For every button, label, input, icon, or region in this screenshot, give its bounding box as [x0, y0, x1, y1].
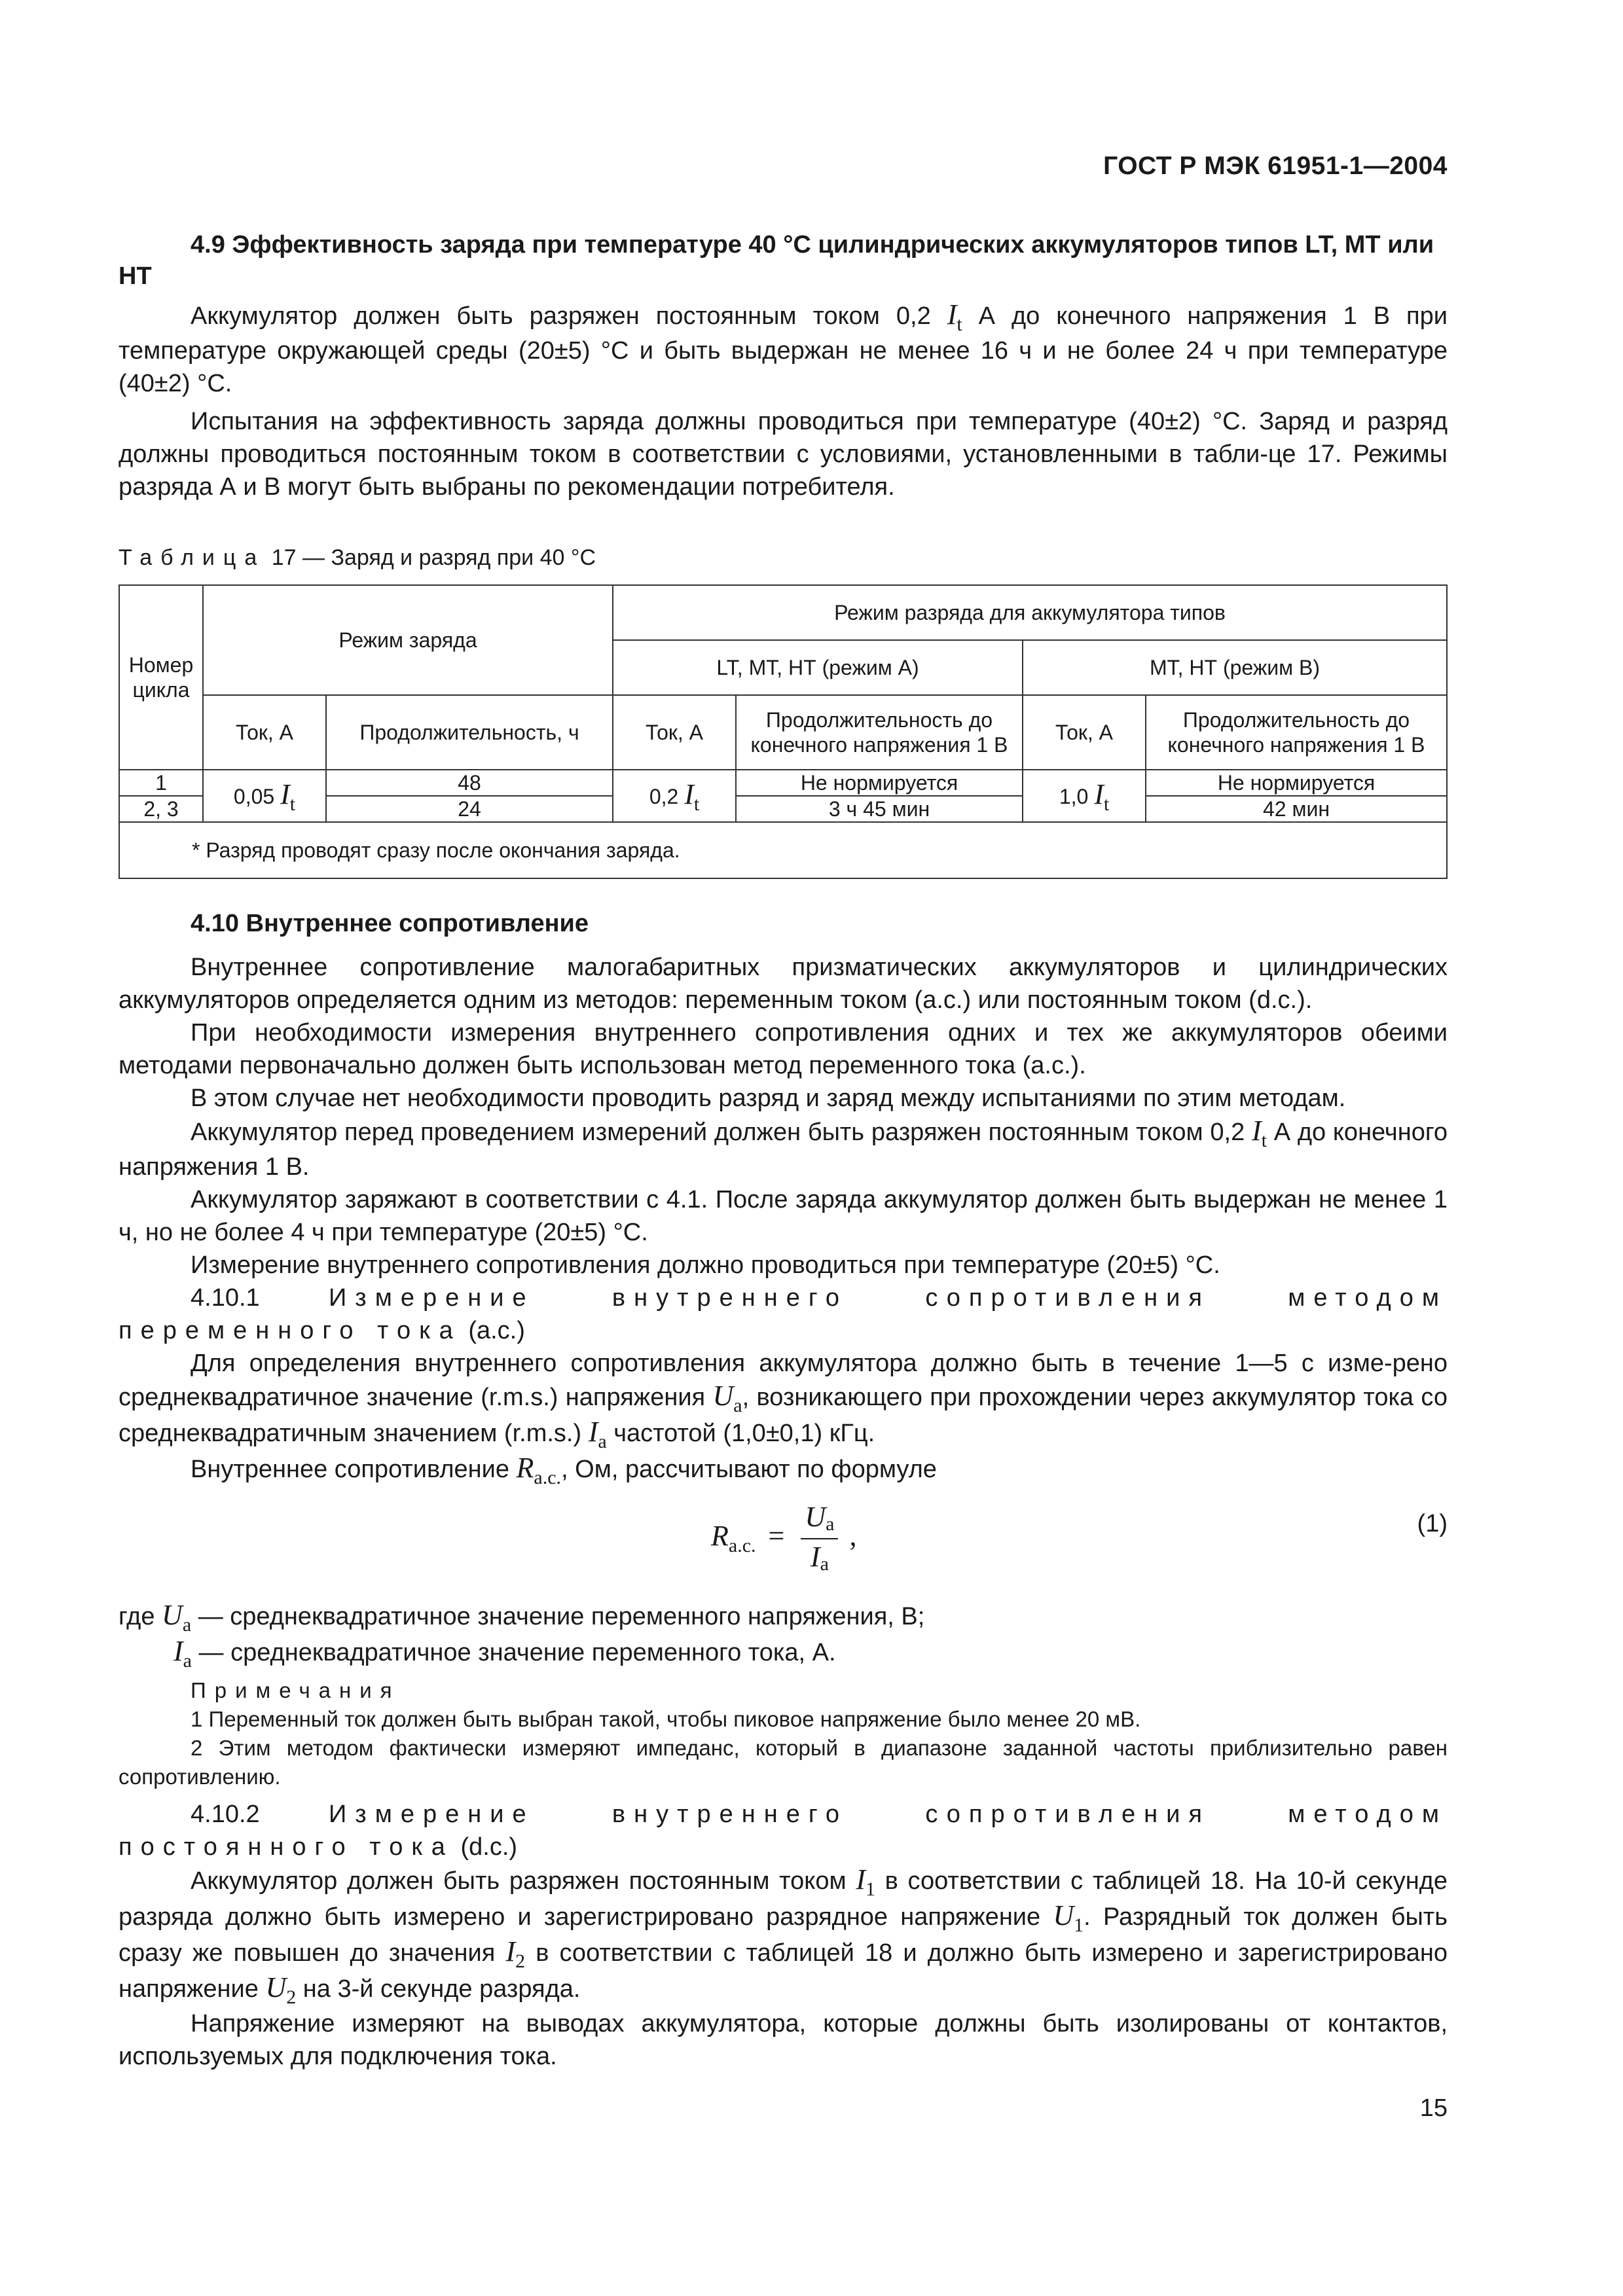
- section-4-10-paragraph-3: В этом случае нет необходимости проводить разряд и заряд между испытаниями по этим методам.: [191, 1085, 1346, 1112]
- document-header: ГОСТ Р МЭК 61951-1—2004: [1103, 152, 1448, 180]
- cell-cycle: 1: [119, 770, 203, 796]
- header-b-duration: Продолжительность до конечного напряжения 1 В: [1146, 695, 1447, 770]
- formula-1: $R_{a.c.}$ = $\frac{Ua}{Ia}$ , (1): [711, 1501, 1448, 1575]
- note-1: 1 Переменный ток должен быть выбран такой, чтобы пиковое напряжение было менее 20 мВ.: [191, 1707, 1141, 1731]
- formula-legend: где $U_a$ — среднеквадратичное значение переменного напряжения, В; $I_a$ — среднеквадратичное значение переменного тока, А.: [119, 1599, 925, 1672]
- note-2: 2 Этим методом фактически измеряют импеданс, который в диапазоне заданной частоты приблизительно равен сопротивлению.: [119, 1736, 1448, 1789]
- header-mode-a: LT, МТ, НТ (режим А): [613, 640, 1023, 695]
- table-17-caption: Таблица 17 — Заряд и разряд при 40 °С: [119, 545, 596, 570]
- cell-charge-duration: 48: [326, 770, 613, 796]
- section-4-10-2-title: 4.10.2 Измерение внутреннего сопротивления методом постоянного тока (d.c.): [119, 1801, 1448, 1861]
- cell-a-current: 0,2 $I_t$: [613, 770, 736, 822]
- section-4-10-1-title: 4.10.1 Измерение внутреннего сопротивления методом переменного тока (а.с.): [119, 1284, 1448, 1344]
- cell-cycle: 2, 3: [119, 796, 203, 822]
- header-discharge-mode: Режим разряда для аккумулятора типов: [613, 585, 1447, 640]
- cell-b-current: 1,0 $I_t$: [1023, 770, 1146, 822]
- header-a-current: Ток, А: [613, 695, 736, 770]
- table-row: [119, 770, 1447, 796]
- notes-title: Примечания: [191, 1678, 401, 1702]
- header-charge-duration: Продолжительность, ч: [326, 695, 613, 770]
- cell-a-duration: 3 ч 45 мин: [736, 796, 1023, 822]
- notes-block: [119, 1676, 1448, 1791]
- header-charge-current: Ток, А: [203, 695, 326, 770]
- page-content: [119, 229, 1448, 2073]
- header-a-duration: Продолжительность до конечного напряжения 1 В: [736, 695, 1023, 770]
- table-17: [119, 584, 1448, 879]
- section-4-10-heading: 4.10 Внутреннее сопротивление: [191, 910, 589, 937]
- section-4-10-2-paragraph-1: Аккумулятор должен быть разряжен постоянным током $I_1$ в соответствии с таблицей 18. На 10-й секунде разряда должно быть измерено и зарегистрировано разрядное напряжение $U_1$. Разрядный ток должен быть сразу же повышен до значения $I_2$ в соответствии с таблицей 18 и должно быть измерено и зарегистрировано напряжение $U_2$ на 3-й секунде разряда.: [119, 1863, 1448, 2008]
- section-4-10-paragraph-4: Аккумулятор перед проведением измерений должен быть разряжен постоянным током 0,2 $I_t$ А до конечного напряжения 1 В.: [119, 1115, 1448, 1181]
- section-4-9-heading: 4.9 Эффективность заряда при температуре 40 °С цилиндрических аккумуляторов типов LT, МТ или НТ: [119, 231, 1434, 290]
- section-4-10-1-paragraph-2: Внутреннее сопротивление $R_{a.c.}$, Ом, рассчитывают по формуле: [191, 1452, 937, 1488]
- section-4-10-paragraph-5: Аккумулятор заряжают в соответствии с 4.1. После заряда аккумулятор должен быть выдержан не менее 1 ч, но не более 4 ч при температуре (20±5) °С.: [119, 1186, 1448, 1246]
- cell-a-duration: Не нормируется: [736, 770, 1023, 796]
- section-4-10-1-paragraph-1: Для определения внутреннего сопротивления аккумулятора должно быть в течение 1—5 с изме-рено среднеквадратичное значение (r.m.s.) напряжения $U_a$, возникающего при прохождении через аккумулятор тока со среднеквадратичным значением (r.m.s.) $I_a$ частотой (1,0±0,1) кГц.: [119, 1350, 1448, 1452]
- formula-number: (1): [1417, 1510, 1448, 1537]
- section-4-10-paragraph-6: Измерение внутреннего сопротивления должно проводиться при температуре (20±5) °С.: [191, 1251, 1220, 1279]
- header-charge-mode: Режим заряда: [203, 585, 613, 695]
- current-symbol: $I_t$: [947, 298, 962, 335]
- cell-charge-duration: 24: [326, 796, 613, 822]
- header-b-current: Ток, А: [1023, 695, 1146, 770]
- section-4-10-2-paragraph-2: Напряжение измеряют на выводах аккумулятора, которые должны быть изолированы от контактов, используемых для подключения тока.: [119, 2010, 1448, 2070]
- cell-b-duration: 42 мин: [1146, 796, 1447, 822]
- section-4-9-paragraph-1: Аккумулятор должен быть разряжен постоянным током 0,2 $I_t$ А до конечного напряжения 1 В при температуре окружающей среды (20±5) °С и быть выдержан не менее 16 ч и не более 24 ч при температуре (40±2) °С.: [119, 298, 1448, 397]
- header-cycle-number: Номер цикла: [119, 585, 203, 770]
- cell-b-duration: Не нормируется: [1146, 770, 1447, 796]
- header-mode-b: МТ, НТ (режим В): [1023, 640, 1447, 695]
- table-footnote: * Разряд проводят сразу после окончания заряда.: [119, 822, 1447, 878]
- cell-charge-current: 0,05 $I_t$: [203, 770, 326, 822]
- section-4-9-paragraph-2: Испытания на эффективность заряда должны проводиться при температуре (40±2) °С. Заряд и разряд должны проводиться постоянным током в соответствии с условиями, установленными в табли-це 17. Режимы разряда А и В могут быть выбраны по рекомендации потребителя.: [119, 408, 1448, 501]
- page-number: 15: [1419, 2094, 1448, 2122]
- section-4-10-paragraph-1: Внутреннее сопротивление малогабаритных призматических аккумуляторов и цилиндрических аккумуляторов определяется одним из методов: переменным током (а.с.) или постоянным током (d.c.).: [119, 954, 1448, 1014]
- section-4-10-paragraph-2: При необходимости измерения внутреннего сопротивления одних и тех же аккумуляторов обеими методами первоначально должен быть использован метод переменного тока (а.с.).: [119, 1019, 1448, 1079]
